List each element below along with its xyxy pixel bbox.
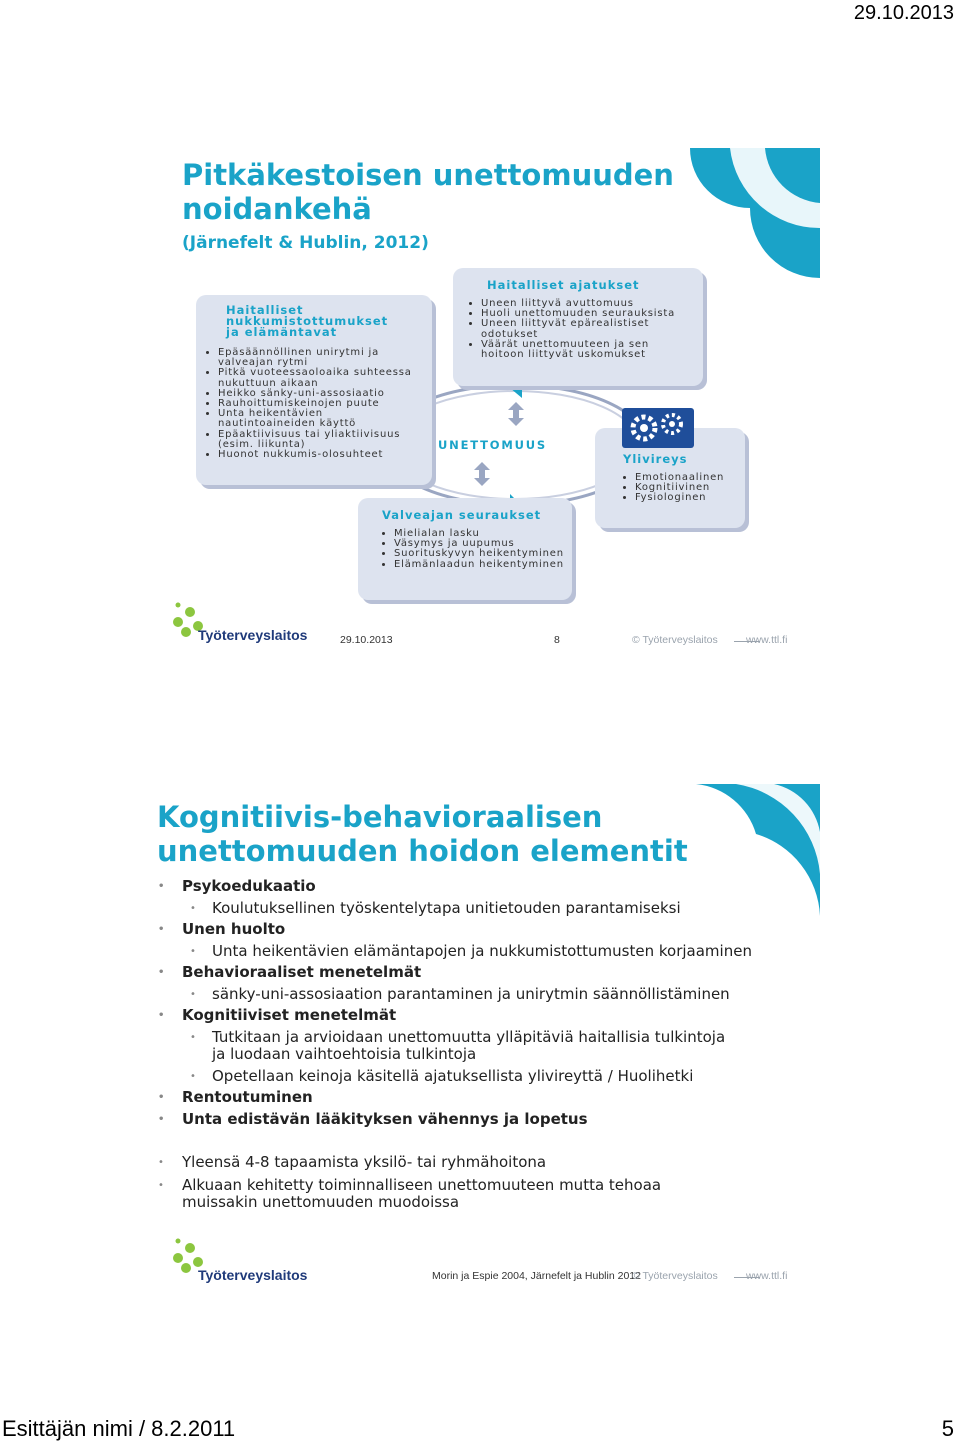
list-item: • sänky-uni-assosiaation parantaminen ja unirytmin säännöllistäminen xyxy=(158,986,798,1004)
slide-1-copyright: © Työterveyslaitos xyxy=(632,634,718,646)
list-item: • Opetellaan keinoja käsitellä ajatuksellista ylivireyttä / Huolihetki xyxy=(158,1068,798,1086)
harmful-thoughts-box xyxy=(453,268,703,386)
list-item: • Yleensä 4-8 tapaamista yksilö- tai ryhmähoitona xyxy=(158,1154,798,1172)
page-number: 5 xyxy=(941,1416,954,1441)
harmful-thoughts-heading: Haitalliset ajatukset xyxy=(487,278,640,292)
list-item: • Väärät unettomuuteen ja sen hoitoon liittyvät uskomukset xyxy=(481,340,695,360)
list-item: • Alkuaan kehitetty toiminnalliseen unettomuuteen mutta tehoaa muissakin unettomuuden muodoissa xyxy=(158,1177,798,1212)
slide-2-copyright: © Työterveyslaitos xyxy=(632,1270,718,1282)
list-item: • Unta heikentävien elämäntapojen ja nukkumistottumusten korjaaminen xyxy=(158,943,798,961)
corner-decoration xyxy=(670,148,820,280)
gears-icon xyxy=(622,408,694,448)
list-item: • Emotionaalinen xyxy=(635,473,739,483)
list-item: • Kognitiiviset menetelmät xyxy=(158,1007,798,1025)
ttl-logo-text: Työterveyslaitos xyxy=(198,627,308,643)
slide-2-title-line-1: Kognitiivis-behavioraalisen xyxy=(157,800,603,834)
slide-1-number: 8 xyxy=(554,634,560,646)
slide-2-url[interactable]: www.ttl.fi xyxy=(746,1270,788,1282)
list-item: • Huonot nukkumis-olosuhteet xyxy=(218,450,424,460)
slide-2-title-line-2: unettomuuden hoidon elementit xyxy=(157,834,688,868)
list-item: • Epäsäännöllinen unirytmi ja valveajan rytmi xyxy=(218,348,424,368)
ttl-logo-text: Työterveyslaitos xyxy=(198,1267,308,1283)
list-item: • Mielialan lasku xyxy=(394,529,564,539)
list-item: • Elämänlaadun heikentyminen xyxy=(394,560,564,570)
list-item: • Kognitiivinen xyxy=(635,483,739,493)
slide-1-subtitle: (Järnefelt & Hublin, 2012) xyxy=(182,233,429,253)
hyperarousal-list xyxy=(623,473,739,504)
slide-1-date: 29.10.2013 xyxy=(340,634,393,646)
harmful-thoughts-list xyxy=(469,299,695,360)
list-item: • Unta heikentävien nautintoaineiden käyttö xyxy=(218,409,424,429)
hyperarousal-heading: Ylivireys xyxy=(623,452,688,466)
list-item: • Heikko sänky-uni-assosiaatio xyxy=(218,389,424,399)
slide-2-reference: Morin ja Espie 2004, Järnefelt ja Hublin 2012 xyxy=(432,1270,641,1282)
list-item: • Uneen liittyvät epärealistiset odotukset xyxy=(481,319,695,339)
double-arrow-icon xyxy=(506,402,526,426)
daytime-consequences-box xyxy=(358,498,572,600)
presenter-footer: Esittäjän nimi / 8.2.2011 xyxy=(2,1416,236,1441)
slide-1-title-line-2: noidankehä xyxy=(182,192,372,226)
harmful-habits-box xyxy=(196,295,432,485)
list-item: • Uneen liittyvä avuttomuus xyxy=(481,299,695,309)
list-item: • Tutkitaan ja arvioidaan unettomuutta ylläpitäviä haitallisia tulkintoja ja luodaan vaihtoehtoisia tulkintoja xyxy=(158,1029,798,1064)
heading-line: nukkumistottumukset xyxy=(226,314,389,328)
list-item: • Epäaktiivisuus tai yliaktiivisuus (esim. liikunta) xyxy=(218,430,424,450)
treatment-elements-list xyxy=(158,874,798,1212)
list-item: • Rauhoittumiskeinojen puute xyxy=(218,399,424,409)
list-item: • Suorituskyvyn heikentyminen xyxy=(394,549,564,559)
page-date: 29.10.2013 xyxy=(853,2,954,24)
slide-1-title-line-1: Pitkäkestoisen unettomuuden xyxy=(182,158,674,192)
list-item: • Rentoutuminen xyxy=(158,1089,798,1107)
slide-2-title xyxy=(157,800,688,868)
daytime-consequences-heading: Valveajan seuraukset xyxy=(382,508,542,522)
heading-line: ja elämäntavat xyxy=(226,325,338,339)
slide-1 xyxy=(140,140,820,660)
slide-2 xyxy=(140,782,820,1302)
list-item: • Unta edistävän lääkityksen vähennys ja lopetus xyxy=(158,1111,798,1129)
list-item: • Väsymys ja uupumus xyxy=(394,539,564,549)
list-item: • Fysiologinen xyxy=(635,493,739,503)
slide-1-url[interactable]: www.ttl.fi xyxy=(746,634,788,646)
harmful-habits-list xyxy=(206,348,424,460)
list-item: • Pitkä vuoteessaoloaika suhteessa nukuttuun aikaan xyxy=(218,368,424,388)
list-item: • Behavioraaliset menetelmät xyxy=(158,964,798,982)
list-item: • Psykoedukaatio xyxy=(158,878,798,896)
harmful-habits-heading xyxy=(206,305,424,338)
insomnia-label: UNETTOMUUS xyxy=(438,438,547,452)
list-item: • Huoli unettomuuden seurauksista xyxy=(481,309,695,319)
daytime-consequences-list xyxy=(382,529,564,570)
heading-line: Haitalliset xyxy=(226,303,304,317)
slide-1-title xyxy=(182,158,674,226)
list-item: • Unen huolto xyxy=(158,921,798,939)
list-item: • Koulutuksellinen työskentelytapa unitietouden parantamiseksi xyxy=(158,900,798,918)
double-arrow-icon xyxy=(472,462,492,486)
